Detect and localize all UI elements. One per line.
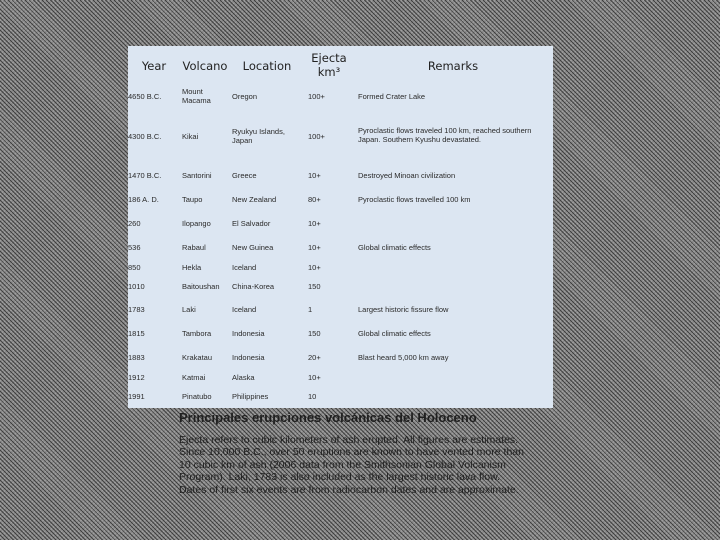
row-5-location: El Salvador (232, 219, 271, 228)
row-4-volcano: Taupo (182, 195, 203, 204)
row-12-location: Alaska (232, 373, 255, 382)
row-1-remarks: Formed Crater Lake (358, 92, 426, 101)
row-2-ejecta: 100+ (308, 132, 325, 141)
row-1-volcano: Mount Macama (182, 87, 211, 105)
row-8-volcano: Baitoushan (182, 282, 220, 291)
row-3-year: 1470 B.C. (128, 171, 162, 180)
caption-note: Ejecta refers to cubic kilometers of ash erupted. All figures are estimates. Since 10,000 B.C., over 50 eruptions are known to have vented more than 10 cubic km of ash (2006 data from the Smithsonian Global Volcanism Program). Laki, 1783 is also included as the largest historic lava flow. Dates of first six events are from radiocarbon dates and are approximate. (179, 434, 524, 496)
row-6-year: 536 (128, 243, 141, 252)
row-3-location: Greece (232, 171, 257, 180)
row-5-ejecta: 10+ (308, 219, 321, 228)
row-9-volcano: Laki (182, 305, 196, 314)
row-9-ejecta: 1 (308, 305, 313, 314)
row-8-year: 1010 (128, 282, 145, 291)
row-5-year: 260 (128, 219, 141, 228)
row-5-volcano: Ilopango (182, 219, 211, 228)
row-12-volcano: Katmai (182, 373, 206, 382)
eruptions-table (128, 46, 553, 408)
row-10-remarks: Global climatic effects (358, 329, 431, 338)
row-7-ejecta: 10+ (308, 263, 321, 272)
row-12-year: 1912 (128, 373, 145, 382)
row-10-location: Indonesia (232, 329, 265, 338)
row-2-location: Ryukyu Islands, Japan (232, 127, 285, 145)
row-7-year: 850 (128, 263, 141, 272)
row-4-remarks: Pyroclastic flows travelled 100 km (358, 195, 471, 204)
row-6-volcano: Rabaul (182, 243, 206, 252)
header-ejecta-unit: km³ (317, 65, 341, 79)
row-12-ejecta: 10+ (308, 373, 321, 382)
row-13-volcano: Pinatubo (182, 392, 212, 401)
row-3-ejecta: 10+ (308, 171, 321, 180)
row-8-location: China-Korea (232, 282, 275, 291)
slide-title: Principales erupciones volcánicas del Holoceno (179, 410, 477, 425)
row-7-volcano: Hekla (182, 263, 202, 272)
row-1-location: Oregon (232, 92, 258, 101)
row-6-remarks: Global climatic effects (358, 243, 431, 252)
row-6-ejecta: 10+ (308, 243, 321, 252)
row-8-ejecta: 150 (308, 282, 321, 291)
row-11-remarks: Blast heard 5,000 km away (358, 353, 449, 362)
header-location: Location (242, 59, 292, 73)
row-6-location: New Guinea (232, 243, 274, 252)
row-2-year: 4300 B.C. (128, 132, 162, 141)
header-remarks: Remarks (427, 59, 479, 73)
row-1-ejecta: 100+ (308, 92, 325, 101)
row-3-remarks: Destroyed Minoan civilization (358, 171, 456, 180)
header-ejecta (308, 51, 350, 79)
header-year: Year (141, 59, 167, 73)
row-9-location: Iceland (232, 305, 257, 314)
row-10-year: 1815 (128, 329, 145, 338)
row-11-location: Indonesia (232, 353, 265, 362)
row-1-year: 4650 B.C. (128, 92, 162, 101)
row-10-volcano: Tambora (182, 329, 212, 338)
row-9-remarks: Largest historic fissure flow (358, 305, 449, 314)
row-9-year: 1783 (128, 305, 145, 314)
row-13-year: 1991 (128, 392, 145, 401)
row-2-volcano: Kikai (182, 132, 199, 141)
header-volcano: Volcano (182, 59, 228, 73)
row-13-location: Philippines (232, 392, 269, 401)
row-11-ejecta: 20+ (308, 353, 321, 362)
row-3-volcano: Santorini (182, 171, 212, 180)
row-13-ejecta: 10 (308, 392, 317, 401)
row-4-ejecta: 80+ (308, 195, 321, 204)
header-ejecta-label: Ejecta (311, 51, 347, 65)
row-11-year: 1883 (128, 353, 145, 362)
row-11-volcano: Krakatau (182, 353, 213, 362)
row-4-year: 186 A. D. (128, 195, 159, 204)
row-2-remarks: Pyroclastic flows traveled 100 km, reached southern Japan. Southern Kyushu devastated. (358, 126, 532, 144)
row-4-location: New Zealand (232, 195, 277, 204)
row-10-ejecta: 150 (308, 329, 321, 338)
row-7-location: Iceland (232, 263, 257, 272)
